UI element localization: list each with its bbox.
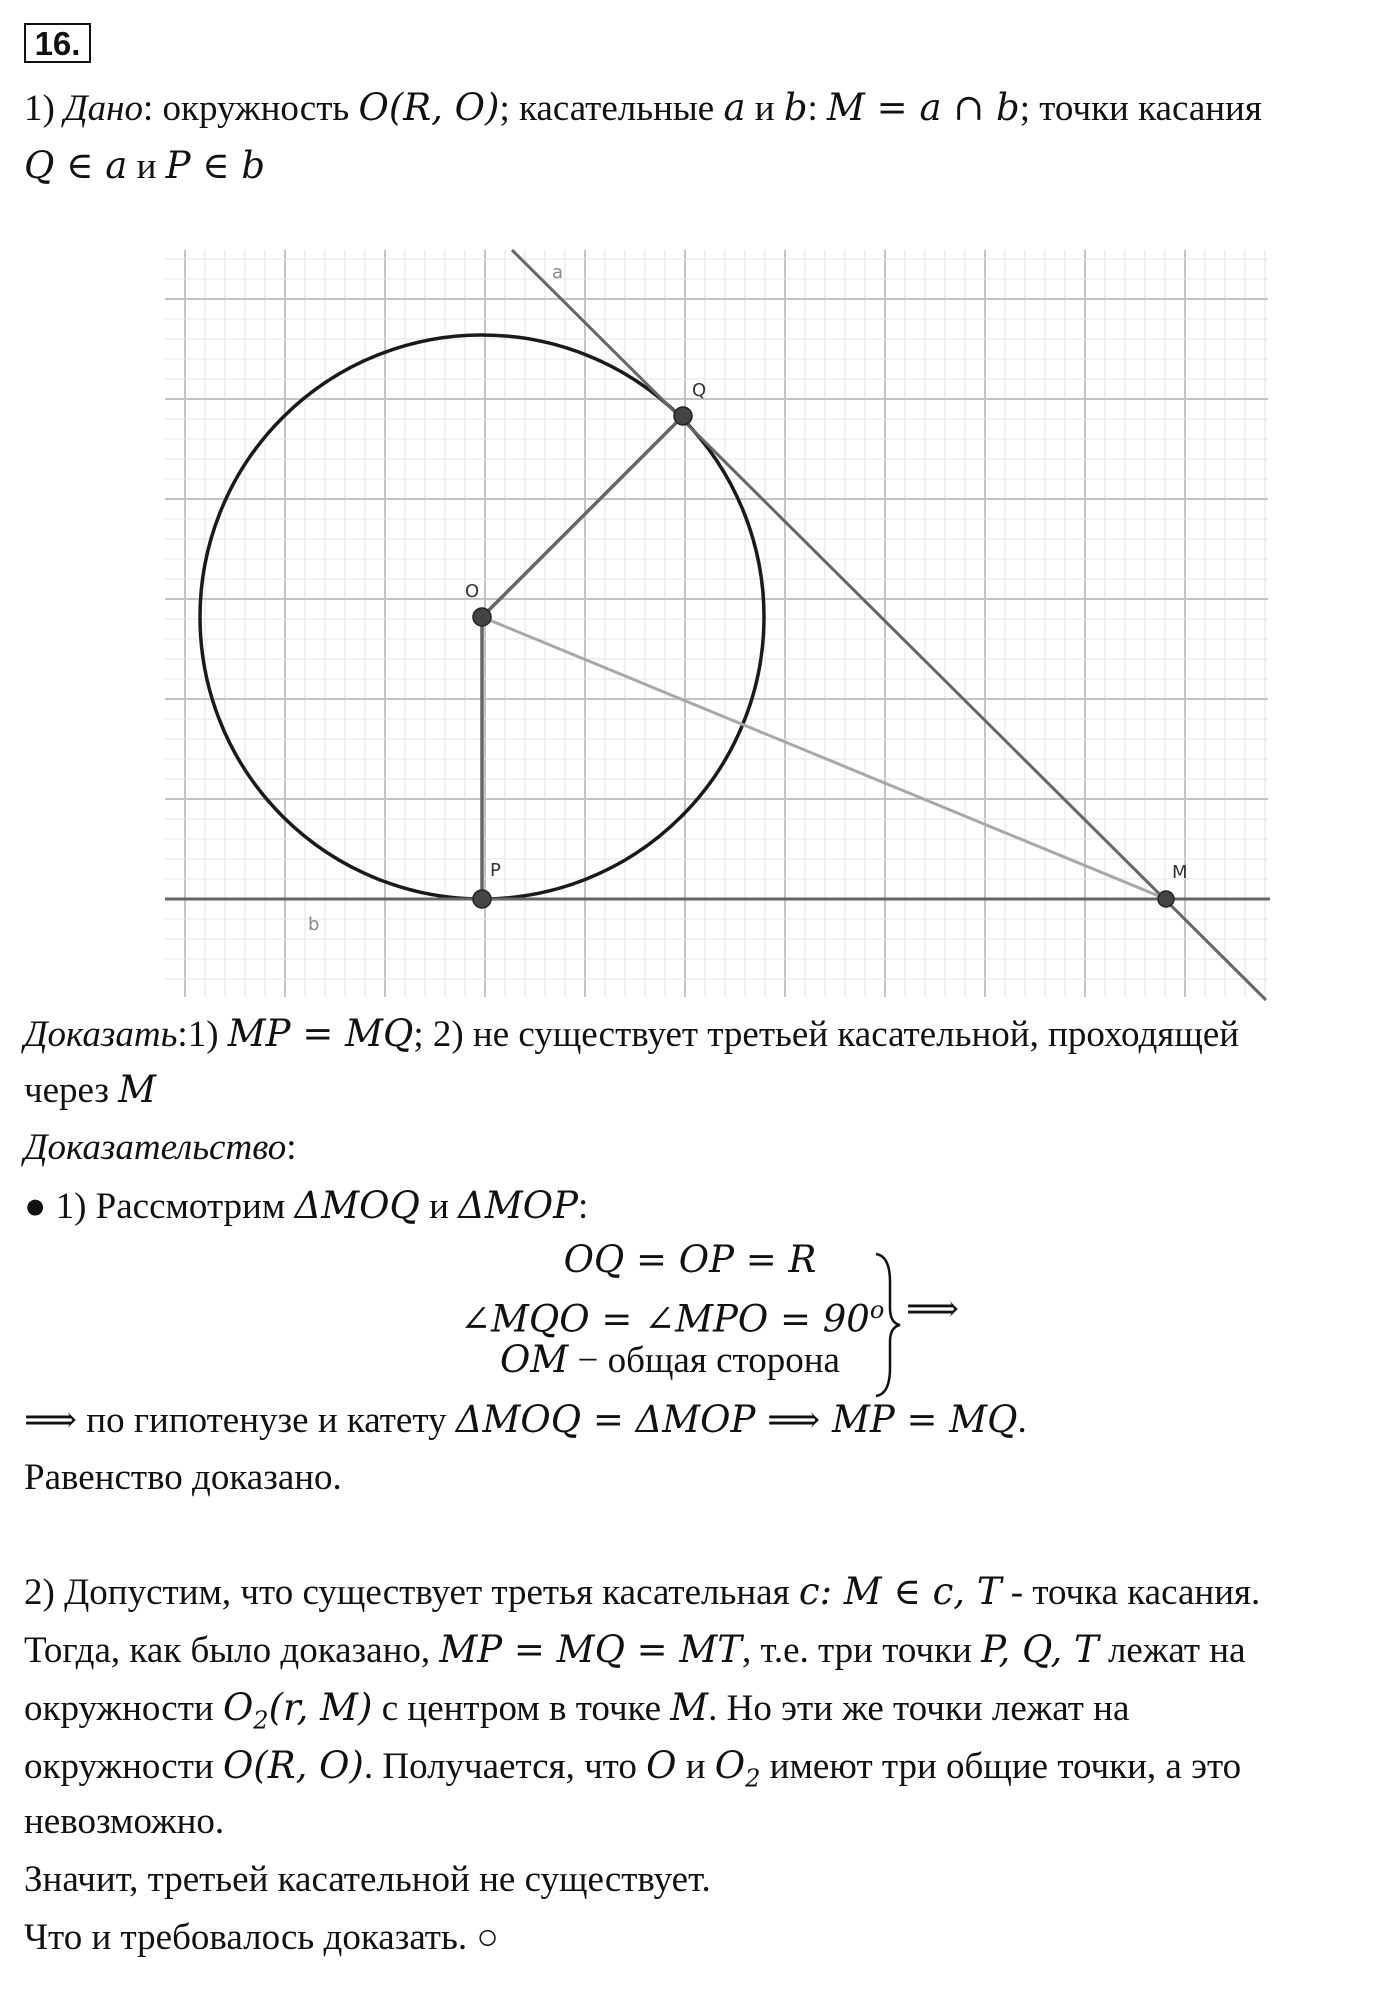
point-o: [473, 608, 491, 626]
conclusion-text: ⟹ по гипотенузе и катету: [24, 1400, 456, 1441]
prove-text-b: ; 2) не существует третьей касательной, проходящей: [413, 1014, 1240, 1055]
part2-l2-text-b: , т.е. три точки: [742, 1630, 982, 1671]
given-text-c: :: [807, 88, 828, 129]
label-o: O: [465, 581, 480, 602]
part2-l3-text-c: . Но эти же точки лежат на: [708, 1688, 1130, 1729]
given-b: b: [783, 86, 808, 129]
system-line-2-text: ∠MQO = ∠MPO = 90: [460, 1297, 870, 1341]
part2-l4-text-b: . Получается, что: [363, 1746, 647, 1787]
prove-line-1: [24, 1012, 1239, 1057]
implies-arrow: ⟹: [906, 1289, 960, 1330]
part2-l4-sub: 2: [745, 1764, 761, 1793]
point-p: [473, 890, 491, 908]
prove-label: Доказать: [24, 1014, 178, 1055]
segment-oq: [482, 416, 683, 617]
triangle-mop: ΔMOP: [458, 1184, 578, 1227]
part2-line-4: [24, 1744, 1241, 1800]
prove-line-2: [24, 1068, 156, 1113]
part2-l4-text-a: окружности: [24, 1746, 223, 1787]
proof-heading: [24, 1126, 297, 1170]
part2-l2-math-2: P, Q, T: [981, 1628, 1099, 1671]
given-q: Q ∈ a: [24, 144, 128, 187]
label-m: M: [1172, 862, 1188, 883]
part2-l1-text-a: 2) Допустим, что существует третья касательная: [24, 1572, 799, 1613]
part2-l2-text-c: лежат на: [1098, 1630, 1246, 1671]
step1-colon: :: [577, 1186, 589, 1227]
part2-l2-text-a: Тогда, как было доказано,: [24, 1630, 440, 1671]
part2-line-2: [24, 1628, 1246, 1673]
prove-text-a: :1): [177, 1014, 228, 1055]
problem-number: 16.: [24, 23, 91, 63]
system-line-3-om: OM: [500, 1338, 569, 1381]
given-line2-and: и: [127, 146, 166, 187]
part2-l3-o: O: [222, 1686, 254, 1729]
part2-l4-o2: O: [714, 1744, 746, 1787]
part2-l3-text-b: с центром в точке: [372, 1688, 671, 1729]
part2-line-6: Значит, третьей касательной не существует.: [24, 1859, 711, 1900]
conclusion-dot: .: [1017, 1400, 1027, 1441]
equality-proved: Равенство доказано.: [24, 1457, 342, 1498]
part2-line-1: [24, 1570, 1260, 1615]
label-b: b: [308, 914, 320, 935]
grid: [165, 250, 1268, 997]
part2-line-3: [24, 1686, 1129, 1742]
given-text-b: ; касательные: [499, 88, 724, 129]
proof-colon: :: [286, 1127, 297, 1168]
given-p: P ∈ b: [165, 144, 266, 187]
part2-l3-text-a: окружности: [24, 1688, 223, 1729]
given-line-1: [24, 86, 1262, 131]
part2-l3-m: M: [670, 1686, 709, 1729]
system-line-3: [470, 1338, 870, 1383]
proof-step-1: [24, 1184, 588, 1229]
part2-l3-sub: 2: [253, 1706, 269, 1735]
given-prefix: 1): [24, 88, 65, 129]
given-text-a: : окружность: [142, 88, 359, 129]
step1-text: ● 1) Рассмотрим: [24, 1186, 295, 1227]
conclusion-eq: ΔMOQ = ΔMOP ⟹ MP = MQ: [455, 1398, 1018, 1441]
qed-line: Что и требовалось доказать. ○: [24, 1917, 499, 1958]
given-text-d: ; точки касания: [1019, 88, 1262, 129]
system-line-3-text: − общая сторона: [568, 1340, 840, 1381]
prove-line2-m: M: [118, 1068, 157, 1111]
part2-l3-args: (r, M): [268, 1686, 373, 1729]
point-m: [1158, 891, 1174, 907]
label-q: Q: [692, 380, 707, 401]
prove-line2-text: через: [24, 1070, 119, 1111]
system-line-2: [460, 1288, 885, 1342]
given-and: и: [745, 88, 784, 129]
prove-eq: MP = MQ: [227, 1012, 414, 1055]
label-p: P: [490, 860, 501, 881]
given-circle: O(R, O): [358, 86, 500, 129]
given-label: Дано: [64, 88, 143, 129]
part2-l2-math: MP = MQ = MT: [439, 1628, 742, 1671]
label-a: a: [552, 262, 564, 283]
point-q: [674, 407, 692, 425]
geometry-figure: [162, 245, 1282, 1003]
proof-label: Доказательство: [24, 1127, 287, 1168]
part2-l4-o: O: [646, 1744, 677, 1787]
part2-l4-circle: O(R, O): [222, 1744, 364, 1787]
step1-and: и: [419, 1186, 459, 1227]
triangle-moq: ΔMOQ: [294, 1184, 420, 1227]
conclusion-line: [24, 1398, 1027, 1443]
part2-line-5: невозможно.: [24, 1801, 225, 1842]
given-a: a: [723, 86, 746, 129]
degree-mark: o: [869, 1296, 885, 1324]
part2-l4-and: и: [676, 1746, 715, 1787]
right-brace: [869, 1252, 902, 1398]
part2-l1-text-b: - точка касания.: [1001, 1572, 1261, 1613]
given-m-def: M = a ∩ b: [827, 86, 1020, 129]
system-line-1: OQ = OP = R: [563, 1238, 817, 1281]
part2-l1-math: c: M ∈ c, T: [798, 1570, 1002, 1613]
part2-l4-text-c: имеют три общие точки, а это: [760, 1746, 1242, 1787]
given-line-2: [24, 144, 265, 189]
